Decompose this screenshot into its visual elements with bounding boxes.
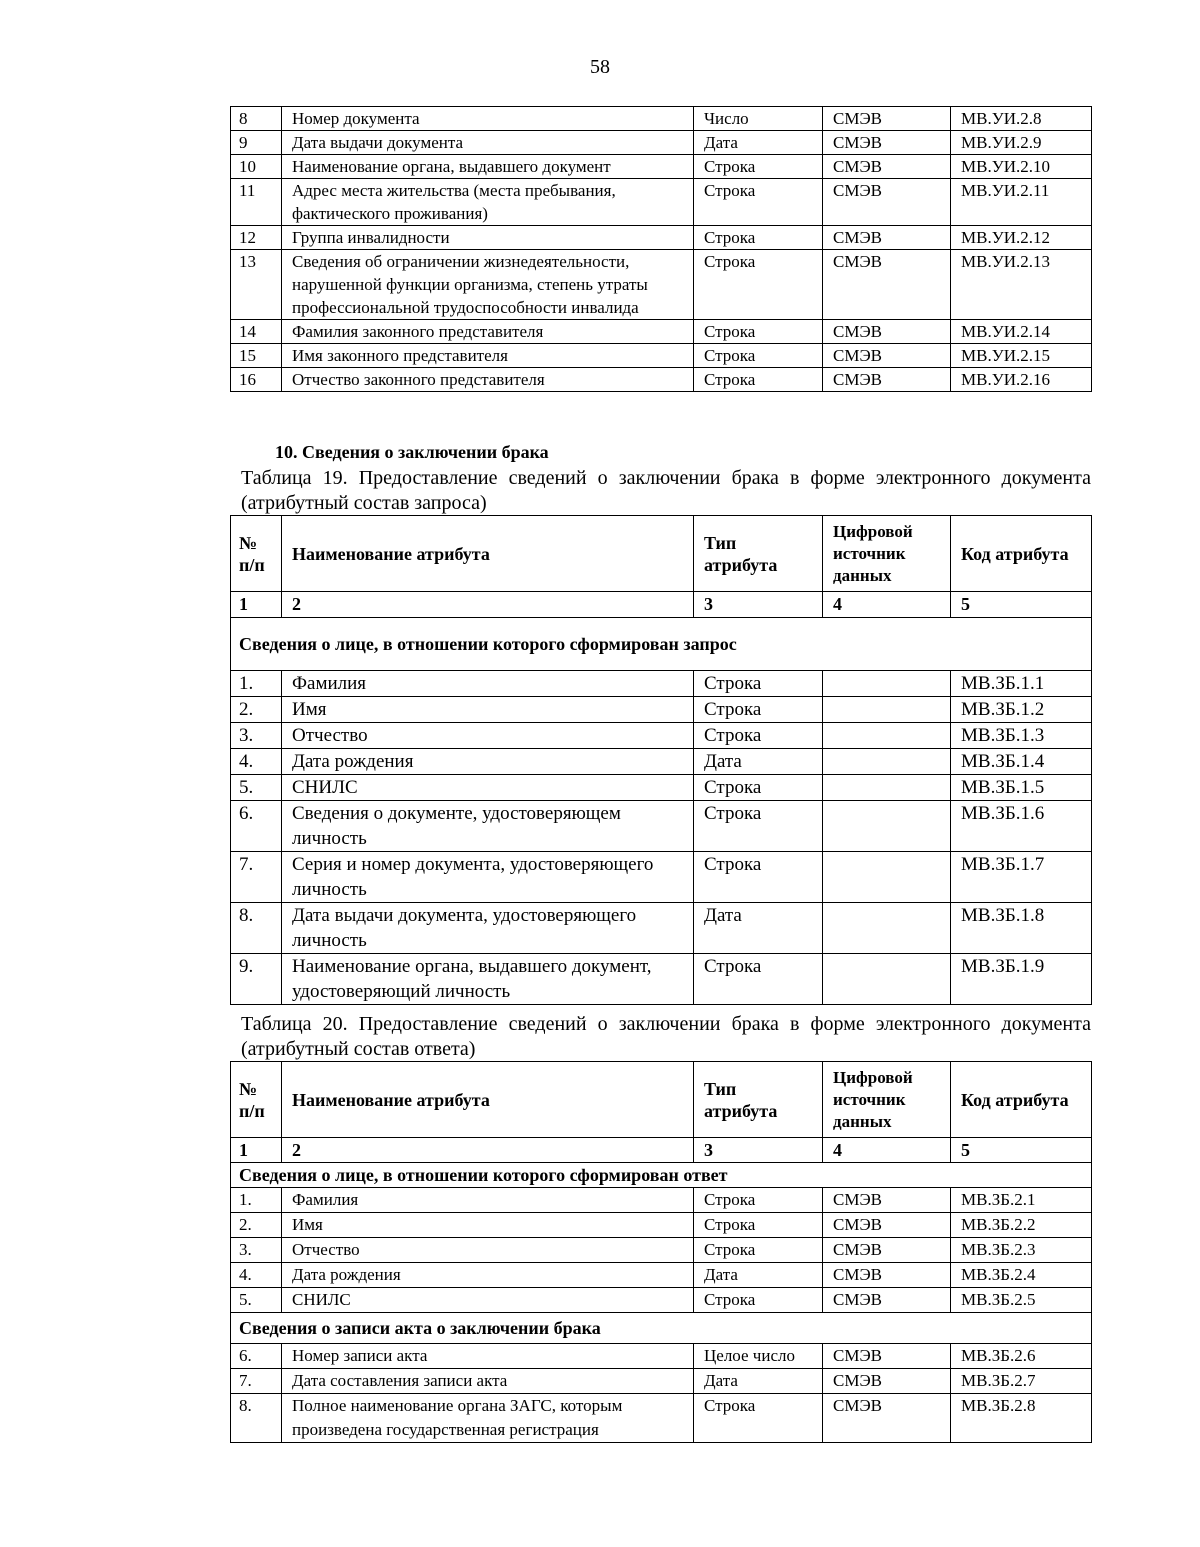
attribute-code: МВ.ЗБ.1.7 — [951, 852, 1092, 903]
table-row — [231, 1394, 1092, 1443]
attribute-code: МВ.ЗБ.2.7 — [951, 1369, 1092, 1394]
attribute-code: МВ.ЗБ.1.3 — [951, 723, 1092, 749]
attribute-type: Строка — [694, 723, 823, 749]
table-row — [231, 954, 1092, 1005]
attribute-name: Группа инвалидности — [282, 226, 694, 250]
table-continued-body — [231, 107, 1092, 392]
attribute-type: Строка — [694, 801, 823, 852]
row-number: 1. — [231, 1188, 282, 1213]
attribute-code: МВ.ЗБ.1.9 — [951, 954, 1092, 1005]
table-row — [231, 226, 1092, 250]
row-number: 3. — [231, 1238, 282, 1263]
row-number: 9 — [231, 131, 282, 155]
attribute-name: Адрес места жительства (места пребывания, фактического проживания) — [282, 179, 694, 226]
attribute-name: Дата рождения — [282, 749, 694, 775]
attribute-type: Строка — [694, 1213, 823, 1238]
row-number: 9. — [231, 954, 282, 1005]
section-title: Сведения о лице, в отношении которого сформирован ответ — [231, 1163, 1092, 1188]
table-row — [231, 107, 1092, 131]
data-source — [823, 852, 951, 903]
header-name: Наименование атрибута — [282, 1062, 694, 1138]
section-row — [231, 1313, 1092, 1344]
column-number: 2 — [282, 592, 694, 618]
table-row — [231, 368, 1092, 392]
data-source: СМЭВ — [823, 1369, 951, 1394]
attribute-type: Строка — [694, 1394, 823, 1443]
row-number: 11 — [231, 179, 282, 226]
data-source — [823, 697, 951, 723]
table-row — [231, 1344, 1092, 1369]
header-name: Наименование атрибута — [282, 516, 694, 592]
attribute-code: МВ.ЗБ.1.4 — [951, 749, 1092, 775]
attribute-type: Дата — [694, 1263, 823, 1288]
header-source: Цифровой источник данных — [823, 1062, 951, 1138]
row-number: 8. — [231, 1394, 282, 1443]
attribute-name: Наименование органа, выдавшего документ — [282, 155, 694, 179]
attribute-name: Полное наименование органа ЗАГС, которым произведена государственная регистрация — [282, 1394, 694, 1443]
attribute-code: МВ.ЗБ.2.4 — [951, 1263, 1092, 1288]
attribute-type: Строка — [694, 697, 823, 723]
table-row — [231, 903, 1092, 954]
table-row — [231, 320, 1092, 344]
data-source: СМЭВ — [823, 320, 951, 344]
row-number: 14 — [231, 320, 282, 344]
attribute-type: Дата — [694, 131, 823, 155]
data-source: СМЭВ — [823, 1344, 951, 1369]
attribute-code: МВ.ЗБ.1.8 — [951, 903, 1092, 954]
table-row — [231, 697, 1092, 723]
row-number: 16 — [231, 368, 282, 392]
attribute-type: Целое число — [694, 1344, 823, 1369]
attribute-type: Строка — [694, 155, 823, 179]
table-row — [231, 801, 1092, 852]
attribute-name: Фамилия законного представителя — [282, 320, 694, 344]
row-number: 13 — [231, 250, 282, 320]
data-source — [823, 749, 951, 775]
data-source — [823, 801, 951, 852]
attribute-code: МВ.УИ.2.15 — [951, 344, 1092, 368]
attribute-code: МВ.ЗБ.2.3 — [951, 1238, 1092, 1263]
row-number: 5. — [231, 1288, 282, 1313]
data-source: СМЭВ — [823, 131, 951, 155]
attribute-name: Номер документа — [282, 107, 694, 131]
attribute-name: Фамилия — [282, 671, 694, 697]
attribute-code: МВ.ЗБ.1.5 — [951, 775, 1092, 801]
row-number: 8 — [231, 107, 282, 131]
attribute-code: МВ.ЗБ.1.6 — [951, 801, 1092, 852]
header-type: Тип атрибута — [694, 516, 823, 592]
attribute-name: Имя — [282, 697, 694, 723]
table-row — [231, 852, 1092, 903]
attribute-code: МВ.УИ.2.13 — [951, 250, 1092, 320]
attribute-code: МВ.УИ.2.8 — [951, 107, 1092, 131]
attribute-name: Сведения о документе, удостоверяющем личность — [282, 801, 694, 852]
column-numbers-row — [231, 1138, 1092, 1163]
attribute-code: МВ.ЗБ.2.6 — [951, 1344, 1092, 1369]
attribute-name: СНИЛС — [282, 775, 694, 801]
attribute-code: МВ.ЗБ.1.1 — [951, 671, 1092, 697]
attribute-code: МВ.ЗБ.2.1 — [951, 1188, 1092, 1213]
table-row — [231, 250, 1092, 320]
attribute-name: Имя — [282, 1213, 694, 1238]
row-number: 2. — [231, 1213, 282, 1238]
table-row — [231, 723, 1092, 749]
table-20-body-2 — [231, 1344, 1092, 1443]
column-number: 5 — [951, 592, 1092, 618]
section-row — [231, 618, 1092, 671]
row-number: 4. — [231, 749, 282, 775]
row-number: 7. — [231, 1369, 282, 1394]
table-continued — [230, 106, 1092, 392]
column-number: 5 — [951, 1138, 1092, 1163]
header-code: Код атрибута — [951, 516, 1092, 592]
attribute-type: Строка — [694, 344, 823, 368]
page-number: 58 — [590, 56, 610, 78]
attribute-name: Дата выдачи документа, удостоверяющего личность — [282, 903, 694, 954]
data-source: СМЭВ — [823, 226, 951, 250]
attribute-type: Строка — [694, 320, 823, 344]
attribute-name: Отчество — [282, 1238, 694, 1263]
attribute-type: Строка — [694, 954, 823, 1005]
attribute-code: МВ.ЗБ.2.5 — [951, 1288, 1092, 1313]
attribute-code: МВ.ЗБ.1.2 — [951, 697, 1092, 723]
attribute-name: Фамилия — [282, 1188, 694, 1213]
header-code: Код атрибута — [951, 1062, 1092, 1138]
attribute-code: МВ.УИ.2.10 — [951, 155, 1092, 179]
table-row — [231, 131, 1092, 155]
attribute-code: МВ.УИ.2.16 — [951, 368, 1092, 392]
table-header-row — [231, 516, 1092, 592]
data-source — [823, 723, 951, 749]
row-number: 12 — [231, 226, 282, 250]
data-source: СМЭВ — [823, 1263, 951, 1288]
attribute-name: Номер записи акта — [282, 1344, 694, 1369]
data-source: СМЭВ — [823, 179, 951, 226]
attribute-type: Строка — [694, 250, 823, 320]
column-number: 3 — [694, 592, 823, 618]
table-19 — [230, 515, 1092, 1005]
attribute-name: Сведения об ограничении жизнедеятельности, нарушенной функции организма, степень утраты профессиональной трудоспособности инвалида — [282, 250, 694, 320]
table-row — [231, 179, 1092, 226]
attribute-name: Отчество законного представителя — [282, 368, 694, 392]
column-numbers-row — [231, 592, 1092, 618]
section-row — [231, 1163, 1092, 1188]
attribute-type: Строка — [694, 226, 823, 250]
section-title: Сведения о записи акта о заключении брака — [231, 1313, 1092, 1344]
table-row — [231, 1188, 1092, 1213]
data-source: СМЭВ — [823, 155, 951, 179]
attribute-type: Дата — [694, 749, 823, 775]
table-row — [231, 344, 1092, 368]
attribute-type: Дата — [694, 1369, 823, 1394]
data-source: СМЭВ — [823, 1394, 951, 1443]
header-number: № п/п — [231, 1062, 282, 1138]
table-row — [231, 1213, 1092, 1238]
row-number: 10 — [231, 155, 282, 179]
attribute-code: МВ.ЗБ.2.8 — [951, 1394, 1092, 1443]
row-number: 1. — [231, 671, 282, 697]
attribute-code: МВ.ЗБ.2.2 — [951, 1213, 1092, 1238]
data-source: СМЭВ — [823, 368, 951, 392]
table20-caption: Таблица 20. Предоставление сведений о заключении брака в форме электронного документа (атрибутный состав ответа) — [241, 1013, 1091, 1060]
attribute-type: Строка — [694, 1288, 823, 1313]
row-number: 15 — [231, 344, 282, 368]
attribute-name: Отчество — [282, 723, 694, 749]
attribute-type: Строка — [694, 1238, 823, 1263]
data-source: СМЭВ — [823, 250, 951, 320]
data-source: СМЭВ — [823, 1238, 951, 1263]
data-source — [823, 903, 951, 954]
row-number: 4. — [231, 1263, 282, 1288]
attribute-name: Дата составления записи акта — [282, 1369, 694, 1394]
table-20 — [230, 1061, 1092, 1443]
data-source: СМЭВ — [823, 1288, 951, 1313]
row-number: 7. — [231, 852, 282, 903]
row-number: 8. — [231, 903, 282, 954]
attribute-name: СНИЛС — [282, 1288, 694, 1313]
attribute-type: Строка — [694, 671, 823, 697]
table-header-row — [231, 1062, 1092, 1138]
table-row — [231, 155, 1092, 179]
header-type: Тип атрибута — [694, 1062, 823, 1138]
row-number: 6. — [231, 801, 282, 852]
header-number: № п/п — [231, 516, 282, 592]
attribute-name: Имя законного представителя — [282, 344, 694, 368]
table-row — [231, 749, 1092, 775]
table-row — [231, 1238, 1092, 1263]
attribute-code: МВ.УИ.2.14 — [951, 320, 1092, 344]
attribute-type: Строка — [694, 1188, 823, 1213]
column-number: 4 — [823, 1138, 951, 1163]
table-row — [231, 671, 1092, 697]
data-source — [823, 671, 951, 697]
data-source: СМЭВ — [823, 1213, 951, 1238]
data-source: СМЭВ — [823, 344, 951, 368]
table19-caption: Таблица 19. Предоставление сведений о заключении брака в форме электронного документа (атрибутный состав запроса) — [241, 467, 1091, 514]
table-19-body — [231, 671, 1092, 1005]
attribute-name: Дата рождения — [282, 1263, 694, 1288]
column-number: 1 — [231, 1138, 282, 1163]
attribute-name: Наименование органа, выдавшего документ, удостоверяющий личность — [282, 954, 694, 1005]
section-title: Сведения о лице, в отношении которого сформирован запрос — [231, 618, 1092, 671]
table-20-body-1 — [231, 1188, 1092, 1313]
attribute-type: Число — [694, 107, 823, 131]
column-number: 3 — [694, 1138, 823, 1163]
attribute-type: Строка — [694, 775, 823, 801]
row-number: 2. — [231, 697, 282, 723]
attribute-code: МВ.УИ.2.12 — [951, 226, 1092, 250]
header-source: Цифровой источник данных — [823, 516, 951, 592]
column-number: 1 — [231, 592, 282, 618]
attribute-name: Серия и номер документа, удостоверяющего личность — [282, 852, 694, 903]
attribute-type: Строка — [694, 368, 823, 392]
data-source: СМЭВ — [823, 1188, 951, 1213]
row-number: 6. — [231, 1344, 282, 1369]
column-number: 2 — [282, 1138, 694, 1163]
table-row — [231, 1263, 1092, 1288]
attribute-code: МВ.УИ.2.11 — [951, 179, 1092, 226]
data-source: СМЭВ — [823, 107, 951, 131]
table-row — [231, 775, 1092, 801]
data-source — [823, 954, 951, 1005]
data-source — [823, 775, 951, 801]
attribute-type: Дата — [694, 903, 823, 954]
attribute-type: Строка — [694, 179, 823, 226]
attribute-code: МВ.УИ.2.9 — [951, 131, 1092, 155]
row-number: 5. — [231, 775, 282, 801]
row-number: 3. — [231, 723, 282, 749]
table-row — [231, 1288, 1092, 1313]
attribute-type: Строка — [694, 852, 823, 903]
column-number: 4 — [823, 592, 951, 618]
attribute-name: Дата выдачи документа — [282, 131, 694, 155]
section-heading: 10. Сведения о заключении брака — [275, 442, 549, 462]
table-row — [231, 1369, 1092, 1394]
